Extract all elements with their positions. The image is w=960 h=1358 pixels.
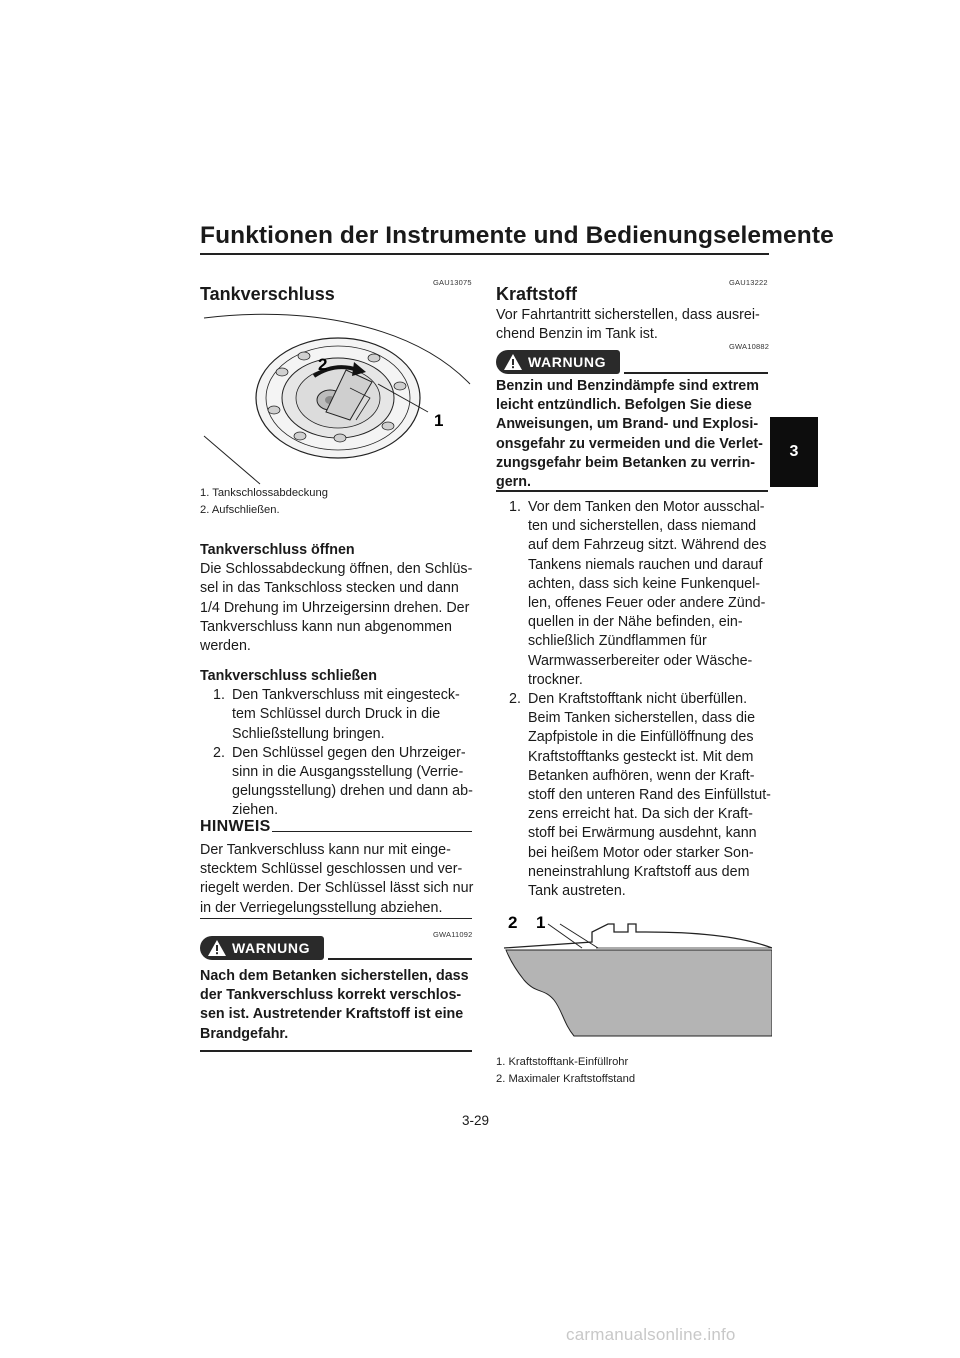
- fuel-cap-figure: [200, 308, 476, 488]
- warning-badge: WARNUNG: [200, 936, 324, 960]
- figure-label-2: 2: [508, 913, 518, 932]
- page-title: Funktionen der Instrumente und Bedienungselemente: [200, 222, 834, 249]
- open-instructions: Tankverschluss öffnen Die Schlossabdeckung öffnen, den Schlüs- sel in das Tankschloss stecken und dann 1/4 Drehung im Uhrzeigersinn drehen. Der Tankverschluss kann nun abgenommen werden.: [200, 542, 473, 655]
- warning-end-rule: [200, 1050, 472, 1052]
- list-item: 1. Den Tankverschluss mit eingesteck- tem Schlüssel durch Druck in die Schließstellung bringen.: [213, 687, 460, 742]
- page-number: 3-29: [462, 1113, 490, 1128]
- hinweis-end-rule: [200, 918, 472, 919]
- warning-rule: [624, 372, 768, 374]
- figure-caption: 1. Kraftstofftank-Einfüllrohr 2. Maximaler Kraftstoffstand: [496, 1056, 636, 1085]
- section-title-tankverschluss: Tankverschluss: [200, 284, 335, 304]
- warning-triangle-icon: [208, 940, 226, 956]
- fuel-tank-figure: [496, 902, 772, 1052]
- warning-end-rule: [496, 490, 768, 492]
- title-rule: [200, 253, 769, 255]
- chapter-tab: 3: [770, 417, 818, 487]
- warning-badge: WARNUNG: [496, 350, 620, 374]
- figure-label-1: 1: [536, 913, 546, 932]
- figure-label-1: 1: [434, 411, 444, 430]
- reference-code: GAU13075: [433, 278, 472, 287]
- watermark: carmanualsonline.info: [566, 1325, 736, 1344]
- list-item: 2. Den Kraftstofftank nicht überfüllen. Beim Tanken sicherstellen, dass die Zapfpistole in die Einfüllöffnung des Kraftstofftanks gesteckt ist. Mit dem Betanken aufhören, wenn der Kraft- stoff den unteren Rand des Einfüllstut- zens erreicht hat. Da sich der Kraft- stoff bei Erwärmung ausdehnt, kann bei heißem Motor oder starker Son- neneinstrahlung Kraftstoff aus dem Tank austreten.: [509, 691, 771, 900]
- close-instructions: Tankverschluss schließen 1. Den Tankverschluss mit eingesteck- tem Schlüssel durch Druck in die Schließstellung bringen. 2. Den Schlüssel gegen den Uhrzeiger- sinn in die Ausgangsstellung (Verrie- gelungsstellung) drehen und dann ab- ziehen.: [200, 667, 480, 821]
- figure-caption: 1. Tankschlossabdeckung 2. Aufschließen.: [200, 487, 328, 516]
- warning-triangle-icon: [504, 354, 522, 370]
- reference-code: GWA10882: [729, 342, 770, 351]
- refuel-steps: [496, 498, 776, 901]
- warning-rule: [328, 958, 472, 960]
- list-item: 1. Vor dem Tanken den Motor ausschal- ten und sicherstellen, dass niemand auf dem Fahrzeug sitzt. Während des Tankens niemals rauchen und darauf achten, dass sich keine Funkenquel- len, offenes Feuer oder andere Zünd- quellen in der Nähe befinden, ein- schließlich Zündflammen für Warmwasserbereiter oder Wäsche- trockner.: [509, 499, 767, 688]
- warning-text: Benzin und Benzindämpfe sind extrem leicht entzündlich. Befolgen Sie diese Anweisungen, um Brand- und Explosi- onsgefahr zu vermeiden und die Verlet- zungsgefahr beim Betanken zu verrin- gern.: [496, 378, 763, 491]
- reference-code: GAU13222: [729, 278, 768, 287]
- list-item: 2. Den Schlüssel gegen den Uhrzeiger- sinn in die Ausgangsstellung (Verrie- gelungsstellung) drehen und dann ab- ziehen.: [213, 744, 473, 819]
- section-title-kraftstoff: Kraftstoff: [496, 284, 577, 304]
- figure-label-2: 2: [318, 355, 328, 374]
- reference-code: GWA11092: [433, 930, 473, 939]
- hinweis-rule: [272, 831, 472, 832]
- warning-text: Nach dem Betanken sicherstellen, dass der Tankverschluss korrekt verschlos- sen ist. Austretender Kraftstoff ist eine Brandgefahr.: [200, 968, 469, 1042]
- kraftstoff-intro: Vor Fahrtantritt sicherstellen, dass ausrei- chend Benzin im Tank ist.: [496, 307, 760, 343]
- hinweis-title: HINWEIS: [200, 818, 271, 835]
- hinweis-text: Der Tankverschluss kann nur mit einge- stecktem Schlüssel geschlossen und ver- riegelt werden. Der Schlüssel lässt sich nur in der Verriegelungsstellung abziehen.: [200, 842, 474, 916]
